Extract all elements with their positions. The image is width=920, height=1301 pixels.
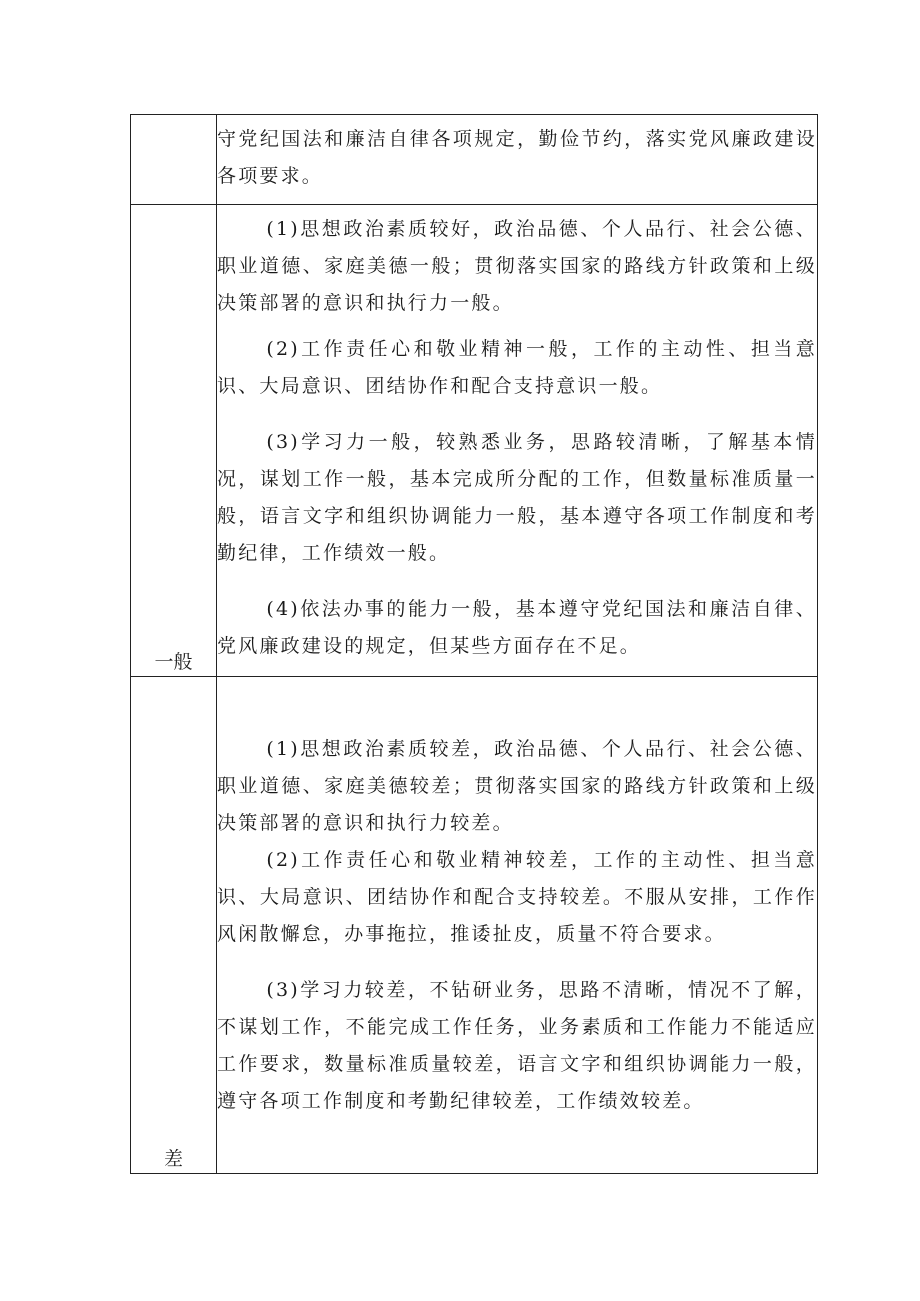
criteria-paragraph: (1)思想政治素质较好，政治品德、个人品行、社会公德、职业道德、家庭美德一般；贯彻落实国家的路线方针政策和上级决策部署的意识和执行力一般。 — [217, 218, 817, 314]
criteria-paragraph: (1)思想政治素质较差，政治品德、个人品行、社会公德、职业道德、家庭美德较差；贯彻落实国家的路线方针政策和上级决策部署的意识和执行力较差。 — [217, 738, 817, 834]
criteria-paragraph: (3)学习力一般，较熟悉业务，思路较清晰，了解基本情况，谋划工作一般，基本完成所分配的工作，但数量标准质量一般，语言文字和组织协调能力一般，基本遵守各项工作制度和考勤纪律，工作绩效一般。 — [217, 431, 817, 564]
criteria-paragraph: (4)依法办事的能力一般，基本遵守党纪国法和廉洁自律、党风廉政建设的规定，但某些方面存在不足。 — [217, 598, 817, 657]
grade-label-cell — [131, 115, 217, 205]
table-row — [131, 677, 818, 1174]
criteria-cell — [217, 115, 818, 205]
criteria-cell — [217, 677, 818, 1174]
evaluation-criteria-table — [130, 114, 818, 1174]
criteria-paragraph: (2)工作责任心和敬业精神一般，工作的主动性、担当意识、大局意识、团结协作和配合支持意识一般。 — [217, 338, 817, 397]
criteria-cell — [217, 205, 818, 677]
criteria-paragraph: (2)工作责任心和敬业精神较差，工作的主动性、担当意识、大局意识、团结协作和配合支持较差。不服从安排，工作作风闲散懈怠，办事拖拉，推诿扯皮，质量不符合要求。 — [217, 849, 817, 945]
grade-label: 一般 — [154, 651, 193, 673]
table-row — [131, 205, 818, 677]
table-row — [131, 115, 818, 205]
grade-label-cell — [131, 205, 217, 677]
grade-label: 差 — [163, 1148, 183, 1170]
criteria-paragraph: (3)学习力较差，不钻研业务，思路不清晰，情况不了解，不谋划工作，不能完成工作任务，业务素质和工作能力不能适应工作要求，数量标准质量较差，语言文字和组织协调能力一般，遵守各项工作制度和考勤纪律较差，工作绩效较差。 — [217, 979, 817, 1112]
grade-label-cell — [131, 677, 217, 1174]
criteria-paragraph: 守党纪国法和廉洁自律各项规定，勤俭节约，落实党风廉政建设各项要求。 — [217, 128, 817, 187]
